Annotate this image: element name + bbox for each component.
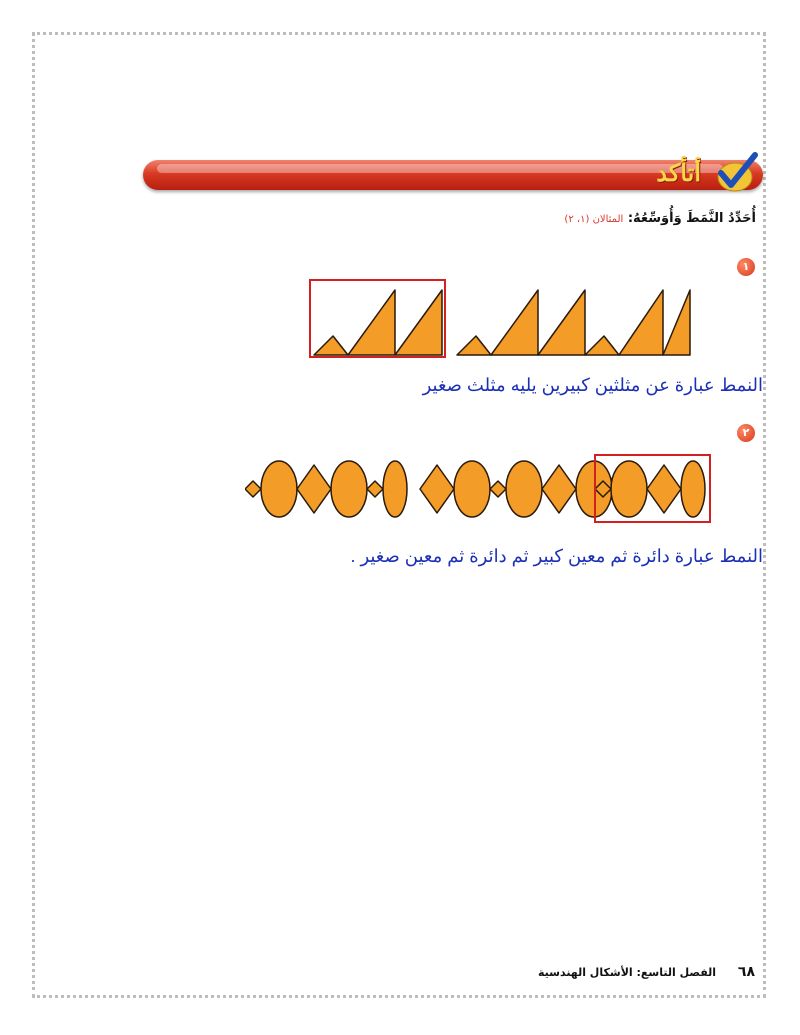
large-diamond — [647, 465, 681, 513]
small-triangle — [314, 336, 348, 355]
large-diamond — [542, 465, 576, 513]
circle-shape — [454, 461, 490, 517]
large-diamond — [297, 465, 331, 513]
page-footer — [538, 964, 755, 980]
example-reference: المثالان (١، ٢) — [564, 214, 624, 225]
instruction-text: أُحَدِّدُ النَّمَطَ وَأُوَسِّعُهُ: — [627, 211, 756, 226]
question-2-number: ٢ — [737, 424, 755, 442]
circle-shape — [383, 461, 407, 517]
banner-title: أتأكد — [656, 158, 701, 187]
banner-shine — [157, 164, 723, 173]
large-triangle — [348, 290, 395, 355]
circle-diamond-pattern-figure — [245, 452, 715, 527]
answer-2-text: النمط عبارة دائرة ثم معين كبير ثم دائرة ثم معين صغير . — [350, 546, 763, 566]
large-diamond — [420, 465, 454, 513]
large-triangle — [538, 290, 585, 355]
small-diamond — [490, 481, 506, 497]
small-diamond — [367, 481, 383, 497]
circle-shape — [681, 461, 705, 517]
small-triangle — [585, 336, 619, 355]
small-diamond — [245, 481, 261, 497]
circle-shape — [506, 461, 542, 517]
question-1-number: ١ — [737, 258, 755, 276]
section-banner — [143, 160, 763, 190]
triangle-pattern-figure — [305, 278, 700, 360]
answer-1-text: النمط عبارة عن مثلثين كبيرين يليه مثلث صغير — [422, 375, 763, 395]
chapter-title: الأشكال الهندسية — [537, 966, 633, 979]
large-triangle — [663, 290, 690, 355]
circle-shape — [261, 461, 297, 517]
circle-shape — [611, 461, 647, 517]
small-triangle — [457, 336, 491, 355]
large-triangle — [395, 290, 442, 355]
checkmark-icon — [713, 151, 759, 193]
chapter-label: الفصل التاسع: — [636, 966, 717, 979]
instruction-line — [564, 211, 756, 226]
page-number: ٦٨ — [737, 964, 755, 980]
large-triangle — [491, 290, 538, 355]
circle-shape — [331, 461, 367, 517]
large-triangle — [619, 290, 663, 355]
